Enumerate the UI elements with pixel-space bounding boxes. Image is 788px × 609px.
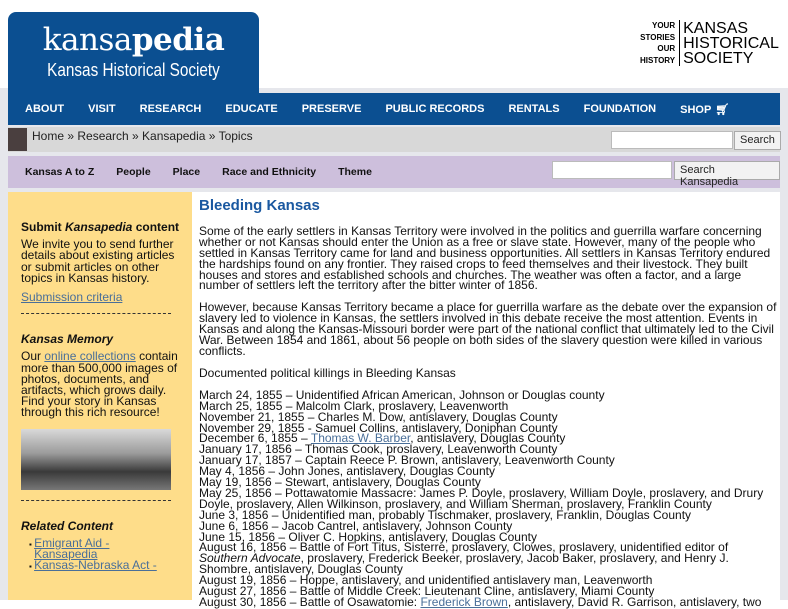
list-item: November 21, 1855 – Charles M. Dow, antislavery, Douglas County bbox=[199, 409, 558, 424]
nav-preserve[interactable]: PRESERVE bbox=[301, 103, 362, 115]
t: Southern Advocate bbox=[199, 551, 301, 566]
list-item: November 29, 1855 - Samuel Collins, antislavery, Doniphan County bbox=[199, 420, 558, 435]
kansas-memory-photo[interactable] bbox=[21, 429, 171, 490]
t: August 16, 1856 – Battle of Fort Titus, Sisterre, proslavery, Clowes, proslavery, unidentified editor of bbox=[199, 540, 729, 555]
list-item: August 19, 1856 – Hoppe, antislavery, and unidentified antislavery man, Leavenworth bbox=[199, 573, 653, 588]
list-item: March 25, 1855 – Malcolm Clark, proslavery, Leavenworth bbox=[199, 398, 509, 413]
frederick-brown-link[interactable]: Frederick Brown bbox=[420, 595, 508, 609]
list-item: May 19, 1856 – Stewart, antislavery, Douglas County bbox=[199, 475, 481, 490]
subnav-a-to-z[interactable]: Kansas A to Z bbox=[25, 166, 95, 178]
list-item bbox=[29, 560, 180, 572]
list-item: January 17, 1856 – Thomas Cook, proslavery, Leavenworth County bbox=[199, 442, 558, 457]
subnav-place[interactable]: Place bbox=[172, 166, 201, 178]
t: Our bbox=[21, 349, 45, 364]
kansapedia-search-input[interactable] bbox=[552, 161, 672, 179]
ksh-big: HISTORICAL bbox=[683, 34, 779, 52]
subnav-people[interactable]: People bbox=[116, 166, 151, 178]
article bbox=[192, 192, 780, 609]
memory-text bbox=[21, 351, 180, 418]
list-item: June 15, 1856 – Oliver C. Hopkins, antislavery, Douglas County bbox=[199, 529, 537, 544]
divider bbox=[21, 500, 171, 501]
submit-heading bbox=[21, 222, 180, 233]
kansapedia-subnav bbox=[8, 156, 780, 188]
nav-shop-label: SHOP bbox=[680, 103, 712, 116]
list-item: August 27, 1856 – Battle of Middle Creek: Lieutenant Cline, antislavery, Miami County bbox=[199, 584, 655, 599]
list-item: March 24, 1855 – Unidentified African American, Johnson or Douglas county bbox=[199, 387, 605, 402]
nav-visit[interactable]: VISIT bbox=[88, 103, 116, 115]
related-link[interactable]: Kansas-Nebraska Act - bbox=[34, 558, 157, 573]
nav-educate[interactable]: EDUCATE bbox=[225, 103, 278, 115]
list-item: May 25, 1856 – Pottawatomie Massacre: James P. Doyle, proslavery, William Doyle, proslavery, and Drury Doyle, proslavery, Allen Wilkinson, proslavery, and William Sherman, proslavery, Franklin County bbox=[199, 485, 764, 511]
list-item: May 4, 1856 – John Jones, antislavery, Douglas County bbox=[199, 464, 495, 479]
t: , antislavery, Douglas County bbox=[410, 431, 566, 446]
nav-research[interactable]: RESEARCH bbox=[139, 103, 202, 115]
related-list bbox=[29, 535, 180, 573]
logo-text-bold: pedia bbox=[131, 22, 225, 58]
logo-text: kansa bbox=[42, 22, 132, 58]
related-heading: Related Content bbox=[21, 518, 114, 533]
paragraph: Documented political killings in Bleeding Kansas bbox=[199, 365, 456, 380]
t: content bbox=[132, 220, 180, 234]
nav-foundation[interactable]: FOUNDATION bbox=[583, 103, 657, 115]
breadcrumb-bar bbox=[8, 127, 780, 152]
sidebar bbox=[8, 192, 192, 600]
kansapedia-search-button[interactable]: Search Kansapedia bbox=[674, 161, 780, 180]
t: December 6, 1855 – bbox=[199, 431, 311, 446]
paragraph: Some of the early settlers in Kansas Territory were involved in the politics and guerrilla warfare concerning whether or not Kansas should enter the Union as a free or slave state. However, many of the people who settled in Kansas Territory came for land and business opportunities. All settlers in Kansas Territory endured the hardships found on any frontier. They raised crops to feed themselves and their livestock. They built houses and stores and established schools and churches. The weather was often a factor, and a large number of settlers left the territory after the bitter winter of 1856. bbox=[199, 223, 771, 293]
search-button[interactable]: Search bbox=[734, 131, 781, 150]
kansapedia-logo[interactable] bbox=[8, 12, 259, 98]
page-title: Bleeding Kansas bbox=[199, 197, 320, 214]
ksh-logo[interactable] bbox=[640, 20, 779, 66]
nav-shop[interactable] bbox=[680, 103, 729, 116]
breadcrumb-marker bbox=[8, 128, 27, 151]
online-collections-link[interactable]: online collections bbox=[44, 349, 136, 364]
ksh-small: HISTORY bbox=[640, 55, 676, 65]
main-nav bbox=[8, 93, 780, 125]
list-item bbox=[29, 535, 180, 562]
list-item: January 17, 1857 – Captain Reece P. Brown, antislavery, Leavenworth County bbox=[199, 453, 615, 468]
divider bbox=[21, 313, 171, 314]
t: , antislavery, David R. Garrison, antislavery, two bbox=[507, 595, 762, 609]
ksh-small: YOUR bbox=[652, 21, 676, 30]
logo-subtitle: Kansas Historical Society bbox=[47, 60, 220, 80]
t: contain more than 500,000 images of photos, documents, and artifacts, which grows daily. Find your story in Kansas through this rich resource! bbox=[21, 349, 178, 420]
list-item bbox=[199, 597, 780, 608]
subnav-theme[interactable]: Theme bbox=[338, 166, 372, 178]
related-link[interactable]: Emigrant Aid - Kansapedia bbox=[34, 535, 110, 562]
submit-text: We invite you to send further details about existing articles or submit articles on other topics in Kansas history. bbox=[21, 237, 175, 285]
t: Kansapedia bbox=[65, 220, 133, 234]
list-item bbox=[199, 542, 780, 575]
memory-heading: Kansas Memory bbox=[21, 332, 114, 347]
ksh-big: SOCIETY bbox=[683, 49, 754, 67]
ksh-big: KANSAS bbox=[683, 19, 749, 37]
nav-about[interactable]: ABOUT bbox=[25, 103, 65, 115]
nav-public-records[interactable]: PUBLIC RECORDS bbox=[385, 103, 485, 115]
list-item: June 3, 1856 – Unidentified man, probably Tischmaker, proslavery, Franklin, Douglas County bbox=[199, 507, 692, 522]
cart-icon: 🛒︎ bbox=[715, 103, 730, 116]
subnav-race[interactable]: Race and Ethnicity bbox=[222, 166, 317, 178]
t: , proslavery, Frederick Beeker, proslavery, Jacob Baker, proslavery, and Henry J. Shombre, antislavery, Douglas County bbox=[199, 551, 729, 577]
ksh-small: STORIES bbox=[640, 32, 676, 42]
t: August 30, 1856 – Battle of Osawatomie: bbox=[199, 595, 421, 609]
list-item: June 6, 1856 – Jacob Cantrel, antislavery, Johnson County bbox=[199, 518, 513, 533]
paragraph: However, because Kansas Territory became a place for guerrilla warfare as the debate over the expansion of slavery led to violence in Kansas, the settlers involved in this debate receive the most attention. Events in Kansas and along the Kansas-Missouri border were part of the national conflict that ultimately led to the Civil War. Between 1854 and 1861, about 56 people on both sides of the slavery question were killed in various conflicts. bbox=[199, 300, 777, 358]
thomas-barber-link[interactable]: Thomas W. Barber bbox=[310, 431, 411, 446]
submission-criteria-link[interactable]: Submission criteria bbox=[21, 290, 123, 305]
breadcrumb[interactable]: Home » Research » Kansapedia » Topics bbox=[32, 129, 253, 143]
search-input[interactable] bbox=[611, 131, 733, 149]
t: Submit bbox=[21, 220, 65, 234]
nav-rentals[interactable]: RENTALS bbox=[508, 103, 560, 115]
ksh-small: OUR bbox=[657, 44, 676, 53]
killings-list bbox=[199, 387, 780, 609]
